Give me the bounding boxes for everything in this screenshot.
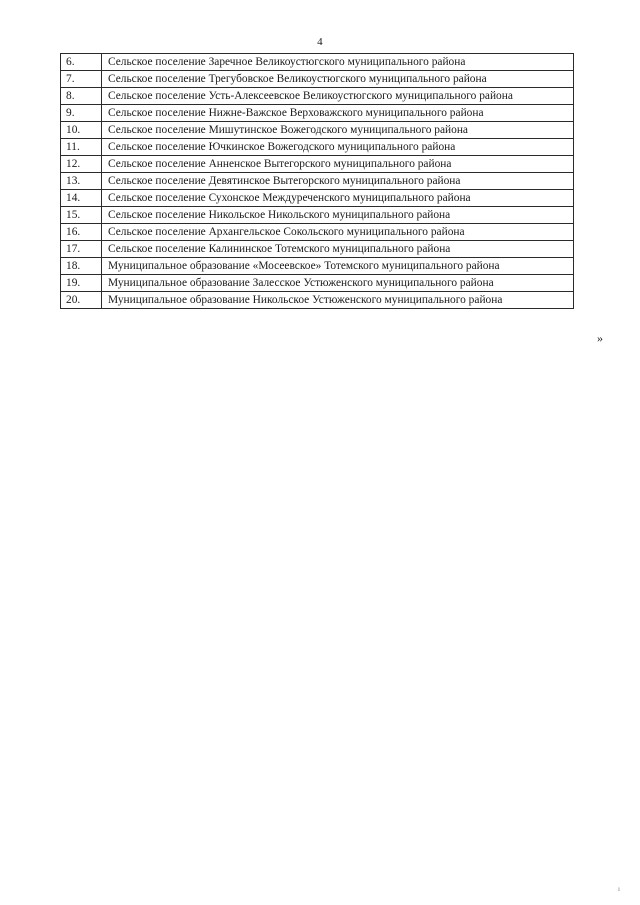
row-number: 20. [61,292,102,309]
table-row [61,275,574,292]
row-number: 9. [61,105,102,122]
table-row [61,292,574,309]
row-number: 18. [61,258,102,275]
table-row [61,156,574,173]
row-name: Муниципальное образование Никольское Устюженского муниципального района [102,292,574,309]
row-number: 7. [61,71,102,88]
table-row [61,122,574,139]
table-row [61,54,574,71]
table-row [61,139,574,156]
table-row [61,173,574,190]
row-name: Сельское поселение Усть-Алексеевское Великоустюгского муниципального района [102,88,574,105]
table-row [61,71,574,88]
row-number: 19. [61,275,102,292]
table-row [61,241,574,258]
row-number: 17. [61,241,102,258]
row-name: Сельское поселение Девятинское Вытегорского муниципального района [102,173,574,190]
row-number: 8. [61,88,102,105]
table-row [61,190,574,207]
page-number: 4 [317,36,323,48]
row-name: Сельское поселение Калининское Тотемского муниципального района [102,241,574,258]
row-number: 16. [61,224,102,241]
row-name: Сельское поселение Архангельское Сокольского муниципального района [102,224,574,241]
row-number: 15. [61,207,102,224]
row-number: 12. [61,156,102,173]
row-name: Сельское поселение Анненское Вытегорского муниципального района [102,156,574,173]
row-number: 13. [61,173,102,190]
edge-mark: ı [618,885,620,893]
table-row [61,258,574,275]
table-row [61,224,574,241]
row-number: 14. [61,190,102,207]
table-row [61,105,574,122]
row-number: 10. [61,122,102,139]
row-number: 11. [61,139,102,156]
table-row [61,207,574,224]
row-name: Сельское поселение Нижне-Важское Верховажского муниципального района [102,105,574,122]
row-name: Сельское поселение Ючкинское Вожегодского муниципального района [102,139,574,156]
row-name: Сельское поселение Никольское Никольского муниципального района [102,207,574,224]
row-name: Сельское поселение Трегубовское Великоустюгского муниципального района [102,71,574,88]
closing-quote: » [597,331,603,345]
row-name: Сельское поселение Сухонское Междуреченского муниципального района [102,190,574,207]
table-row [61,88,574,105]
row-name: Сельское поселение Заречное Великоустюгского муниципального района [102,54,574,71]
row-name: Сельское поселение Мишутинское Вожегодского муниципального района [102,122,574,139]
settlements-table [60,53,574,309]
row-number: 6. [61,54,102,71]
row-name: Муниципальное образование Залесское Устюженского муниципального района [102,275,574,292]
row-name: Муниципальное образование «Мосеевское» Тотемского муниципального района [102,258,574,275]
